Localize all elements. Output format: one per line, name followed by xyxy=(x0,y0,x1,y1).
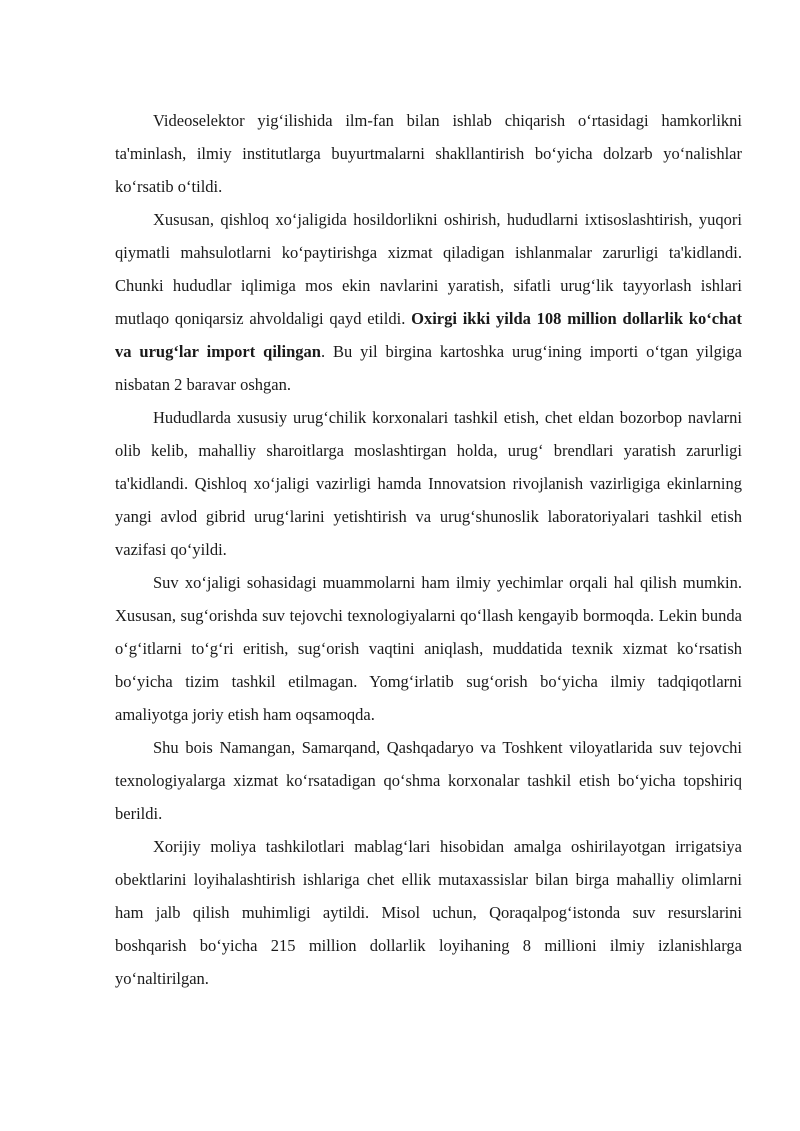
paragraph-water-management: Suv xo‘jaligi sohasidagi muammolarni ham ilmiy yechimlar orqali hal qilish mumkin. Xususan, sug‘orishda suv tejovchi texnologiyalarni qo‘llash kengayib bormoqda. Lekin bunda o‘g‘itlarni to‘g‘ri eritish, sug‘orish vaqtini aniqlash, muddatida texnik xizmat ko‘rsatish bo‘yicha tizim tashkil etilmagan. Yomg‘irlatib sug‘orish bo‘yicha ilmiy tadqiqotlarni amaliyotga joriy etish ham oqsamoqda. xyxy=(115,573,742,724)
paragraph-foreign-finance: Xorijiy moliya tashkilotlari mablag‘lari hisobidan amalga oshirilayotgan irrigatsiya obektlarini loyihalashtirish ishlariga chet ellik mutaxassislar bilan birga mahalliy olimlarni ham jalb qilish muhimligi aytildi. Misol uchun, Qoraqalpog‘istonda suv resurslarini boshqarish bo‘yicha 215 million dollarlik loyihaning 8 millioni ilmiy izlanishlarga yo‘naltirilgan. xyxy=(115,837,742,988)
paragraph-agriculture-text: Xususan, qishloq xo‘jaligida hosildorlikni oshirish, hududlarni ixtisoslashtirish, yuqori qiymatli mahsulotlarni ko‘paytirishga xizmat qiladigan ishlanmalar zarurligi ta'kidlandi. Chunki hududlar iqlimiga mos ekin navlarini yaratish, sifatli urug‘lik tayyorlash ishlari mutlaqo qoniqarsiz ahvoldaligi qayd etildi. xyxy=(115,210,742,328)
paragraph-regional-assignment: Shu bois Namangan, Samarqand, Qashqadaryo va Toshkent viloyatlarida suv tejovchi texnologiyalarga xizmat ko‘rsatadigan qo‘shma korxonalar tashkil etish bo‘yicha topshiriq berildi. xyxy=(115,738,742,823)
document-page xyxy=(115,104,742,995)
paragraph-agriculture-tail: . Bu yil birgina kartoshka urug‘ining importi o‘tgan yilgiga nisbatan 2 baravar oshgan. xyxy=(115,342,742,394)
paragraph-videoselektor: Videoselektor yig‘ilishida ilm-fan bilan ishlab chiqarish o‘rtasidagi hamkorlikni ta'minlash, ilmiy institutlarga buyurtmalarni shakllantirish bo‘yicha dolzarb yo‘nalishlar ko‘rsatib o‘tildi. xyxy=(115,111,742,196)
paragraph-seed-enterprises: Hududlarda xususiy urug‘chilik korxonalari tashkil etish, chet eldan bozorbop navlarni olib kelib, mahalliy sharoitlarga moslashtirgan holda, urug‘ brendlari yaratish zarurligi ta'kidlandi. Qishloq xo‘jaligi vazirligi hamda Innovatsion rivojlanish vazirligiga ekinlarning yangi avlod gibrid urug‘larini yetishtirish va urug‘shunoslik laboratoriyalari tashkil etish vazifasi qo‘yildi. xyxy=(115,408,742,559)
paragraph-agriculture-highlight: Oxirgi ikki yilda 108 million dollarlik ko‘chat va urug‘lar import qilingan xyxy=(115,309,742,361)
paragraph-agriculture xyxy=(115,203,742,401)
